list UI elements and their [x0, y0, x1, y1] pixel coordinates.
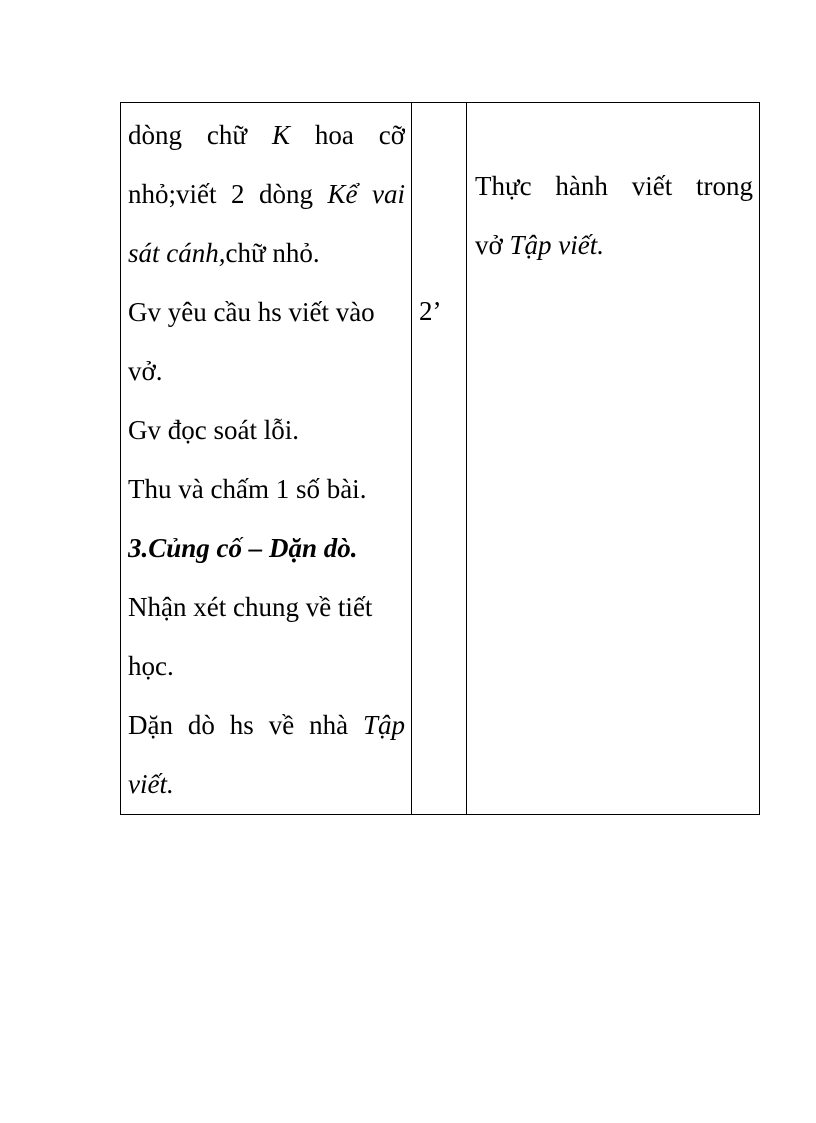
duration-text: 2’: [419, 296, 442, 326]
teacher-activity-cell: [121, 103, 412, 815]
teacher-line-5: vở.: [128, 356, 163, 386]
teacher-line-6: Gv đọc soát lỗi.: [128, 415, 299, 445]
teacher-line-4: Gv yêu cầu hs viết vào: [128, 297, 375, 327]
teacher-line-12: viết.: [128, 769, 174, 799]
teacher-line-7: Thu và chấm 1 số bài.: [128, 474, 367, 504]
teacher-line-11: Dặn dò hs về nhà Tập: [128, 710, 405, 740]
student-line-2: vở Tập viết.: [475, 230, 605, 260]
student-activity-cell: [467, 103, 760, 815]
section-heading: 3.Củng cố – Dặn dò.: [128, 533, 358, 563]
lesson-table: [120, 102, 760, 815]
teacher-line-3: sát cánh,chữ nhỏ.: [128, 238, 320, 268]
time-cell: [412, 103, 467, 815]
teacher-line-9: Nhận xét chung về tiết: [128, 592, 373, 622]
teacher-line-2: nhỏ;viết 2 dòng Kể vai: [128, 179, 405, 209]
student-line-1: Thực hành viết trong: [475, 171, 753, 201]
teacher-line-10: học.: [128, 651, 174, 681]
table-row: [121, 103, 760, 815]
teacher-line-1: dòng chữ K hoa cỡ: [128, 120, 405, 150]
